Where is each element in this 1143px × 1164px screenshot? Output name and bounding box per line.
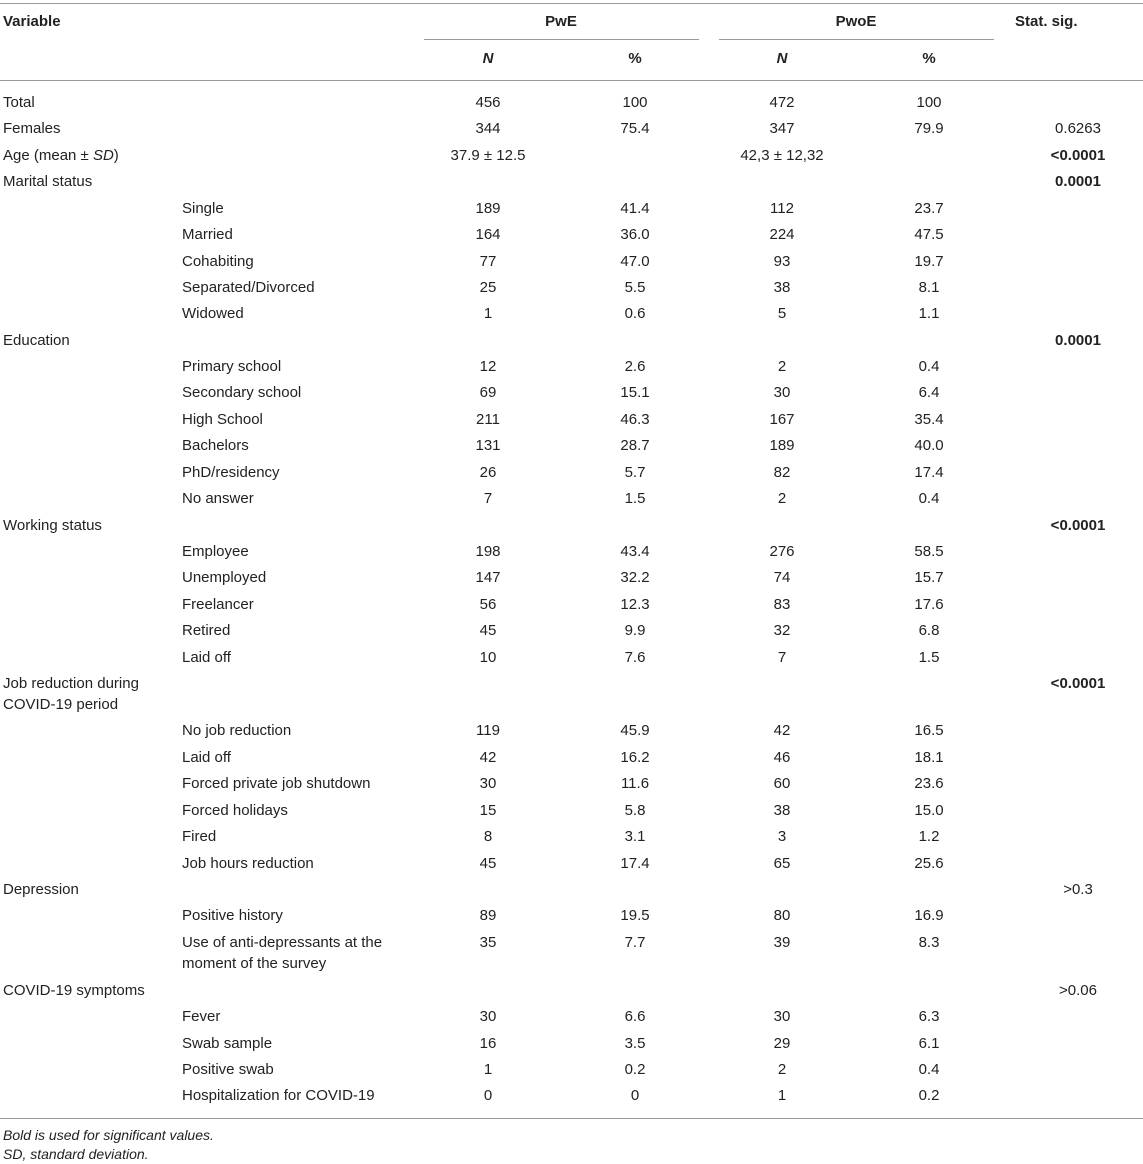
row-label: Job reduction during — [3, 675, 139, 692]
row-sublabel: Swab sample — [182, 1035, 273, 1052]
row-label-part: Age (mean ± — [3, 147, 93, 164]
cell-pwoe-pct: 16.5 — [914, 722, 944, 739]
row-label: Education — [3, 332, 70, 349]
cell-pwe-pct: 45.9 — [620, 722, 650, 739]
cell-pwe-pct: 7.6 — [624, 649, 646, 666]
cell-pwoe-n: 82 — [773, 464, 791, 481]
cell-pwe-n: 12 — [479, 358, 497, 375]
cell-pwoe-n: 7 — [777, 649, 787, 666]
cell-pwoe-pct: 17.4 — [914, 464, 944, 481]
cell-pwe-pct: 75.4 — [620, 120, 650, 137]
cell-pwe-n: 344 — [475, 120, 501, 137]
cell-pwe-pct: 36.0 — [620, 226, 650, 243]
cell-pwoe-n: 276 — [769, 543, 795, 560]
cell-pwe-n: 77 — [479, 253, 497, 270]
cell-pwoe-pct: 1.5 — [918, 649, 940, 666]
cell-pwe-n: 10 — [479, 649, 497, 666]
cell-pwoe-pct: 15.7 — [914, 569, 944, 586]
row-sublabel: Use of anti-depressants at the — [182, 934, 383, 951]
cell-pwe-n: 35 — [479, 934, 497, 951]
row-label-part: ) — [113, 147, 119, 164]
cell-pwoe-pct: 23.7 — [914, 200, 944, 217]
row-sublabel: Married — [182, 226, 233, 243]
cell-pwoe-n: 30 — [773, 384, 791, 401]
cell-pwoe-pct: 17.6 — [914, 596, 944, 613]
header-pwoe-n: N — [776, 50, 788, 67]
row-sublabel: Freelancer — [182, 596, 254, 613]
row-sublabel: Single — [182, 200, 224, 217]
cell-pwe-n: 26 — [479, 464, 497, 481]
cell-pwe-n: 147 — [475, 569, 501, 586]
footnote-sd — [3, 1146, 149, 1162]
row-sublabel: High School — [182, 411, 263, 428]
cell-pwe-n: 30 — [479, 1008, 497, 1025]
cell-pwoe-pct: 15.0 — [914, 802, 944, 819]
row-sublabel: Widowed — [182, 305, 244, 322]
row-sublabel: Laid off — [182, 649, 231, 666]
cell-pwe-pct: 0.2 — [624, 1061, 646, 1078]
cell-pwoe-pct: 100 — [916, 94, 942, 111]
cell-pwoe-n: 224 — [769, 226, 795, 243]
cell-pwoe-n: 112 — [770, 200, 794, 217]
row-sublabel: No answer — [182, 490, 254, 507]
row-sublabel: Fired — [182, 828, 217, 845]
cell-pwoe-pct: 6.8 — [918, 622, 940, 639]
footnote-sd-abbr: SD — [3, 1146, 23, 1162]
cell-pwoe-n: 2 — [777, 358, 787, 375]
cell-pwe-pct: 16.2 — [620, 749, 650, 766]
cell-pwe-n: 42 — [479, 749, 497, 766]
cell-pwoe-pct: 1.2 — [918, 828, 940, 845]
cell-pwoe-pct: 18.1 — [914, 749, 944, 766]
row-label: COVID-19 symptoms — [3, 982, 145, 999]
top-rule — [0, 3, 1143, 4]
cell-pwoe-n: 2 — [777, 490, 787, 507]
cell-pwe-n: 0 — [483, 1087, 493, 1104]
cell-pwoe-pct: 47.5 — [914, 226, 944, 243]
cell-pwoe-pct: 8.3 — [918, 934, 940, 951]
row-sublabel: Primary school — [182, 358, 282, 375]
cell-pwoe-pct: 25.6 — [914, 855, 944, 872]
cell-pwe-pct: 2.6 — [624, 358, 646, 375]
cell-pwe-n: 8 — [483, 828, 493, 845]
row-sublabel: Bachelors — [182, 437, 249, 454]
cell-pwe-pct: 11.6 — [620, 775, 650, 792]
cell-pwe-n: 456 — [475, 94, 501, 111]
cell-pwe-pct: 46.3 — [620, 411, 650, 428]
cell-stat-sig: <0.0001 — [1050, 517, 1106, 534]
header-pwoe-pct: % — [922, 50, 936, 67]
cell-pwoe-pct: 6.4 — [918, 384, 940, 401]
row-sublabel: Laid off — [182, 749, 231, 766]
cell-pwe-n: 198 — [475, 543, 501, 560]
cell-stat-sig: >0.06 — [1059, 982, 1097, 999]
cell-pwe-n: 7 — [483, 490, 493, 507]
row-label-part: SD — [92, 147, 114, 164]
cell-pwoe-n: 83 — [773, 596, 791, 613]
cell-pwoe-pct: 6.1 — [918, 1035, 940, 1052]
pwoe-group-rule — [719, 39, 994, 40]
row-label — [3, 146, 119, 166]
row-sublabel: Forced holidays — [182, 802, 288, 819]
cell-pwoe-mean: 42,3 ± 12,32 — [740, 147, 824, 164]
header-rule — [0, 80, 1143, 81]
cell-pwoe-n: 46 — [773, 749, 791, 766]
cell-pwoe-n: 93 — [773, 253, 791, 270]
cell-stat-sig: >0.3 — [1063, 881, 1093, 898]
cell-pwe-n: 56 — [479, 596, 497, 613]
cell-pwe-pct: 9.9 — [624, 622, 646, 639]
cell-pwoe-n: 42 — [773, 722, 791, 739]
cell-pwe-n: 211 — [476, 411, 500, 428]
cell-pwe-pct: 0.6 — [624, 305, 646, 322]
cell-pwe-pct: 17.4 — [620, 855, 650, 872]
cell-pwoe-n: 80 — [773, 907, 791, 924]
cell-pwoe-n: 60 — [773, 775, 791, 792]
row-sublabel: No job reduction — [182, 722, 292, 739]
cell-pwoe-n: 32 — [773, 622, 791, 639]
row-sublabel: Secondary school — [182, 384, 302, 401]
cell-pwoe-n: 38 — [773, 802, 791, 819]
row-sublabel: Positive swab — [182, 1061, 274, 1078]
cell-pwoe-n: 74 — [773, 569, 791, 586]
cell-pwe-n: 25 — [479, 279, 497, 296]
header-pwe: PwE — [545, 13, 577, 30]
row-sublabel: Job hours reduction — [182, 855, 314, 872]
cell-pwe-n: 189 — [475, 200, 501, 217]
cell-pwe-pct: 32.2 — [620, 569, 650, 586]
row-label: Working status — [3, 517, 102, 534]
cell-pwoe-n: 5 — [777, 305, 787, 322]
cell-pwoe-pct: 23.6 — [914, 775, 944, 792]
cell-pwoe-n: 30 — [773, 1008, 791, 1025]
cell-pwe-pct: 5.5 — [624, 279, 646, 296]
row-label: Marital status — [3, 173, 93, 190]
cell-stat-sig: 0.6263 — [1055, 120, 1101, 137]
row-label: Total — [3, 94, 35, 111]
cell-pwoe-pct: 6.3 — [918, 1008, 940, 1025]
row-sublabel: Unemployed — [182, 569, 267, 586]
cell-pwe-pct: 5.8 — [624, 802, 646, 819]
cell-pwe-pct: 0 — [630, 1087, 640, 1104]
row-sublabel: Separated/Divorced — [182, 279, 315, 296]
cell-pwe-mean: 37.9 ± 12.5 — [450, 147, 526, 164]
cell-pwoe-pct: 35.4 — [914, 411, 944, 428]
cell-pwoe-n: 1 — [777, 1087, 787, 1104]
cell-pwe-n: 119 — [476, 722, 500, 739]
cell-pwe-pct: 47.0 — [620, 253, 650, 270]
cell-pwe-pct: 15.1 — [620, 384, 650, 401]
cell-pwoe-n: 38 — [773, 279, 791, 296]
cell-pwe-pct: 1.5 — [624, 490, 646, 507]
footnote-sd-text: , standard deviation. — [22, 1146, 149, 1162]
cell-pwe-pct: 7.7 — [624, 934, 646, 951]
cell-pwoe-pct: 8.1 — [918, 279, 940, 296]
row-sublabel-cont: moment of the survey — [182, 955, 327, 972]
bottom-rule — [0, 1118, 1143, 1119]
cell-pwe-n: 69 — [479, 384, 497, 401]
cell-pwe-n: 1 — [483, 305, 493, 322]
cell-pwe-n: 1 — [483, 1061, 493, 1078]
footnote-bold: Bold is used for significant values. — [3, 1127, 214, 1143]
row-sublabel: Forced private job shutdown — [182, 775, 371, 792]
header-pwe-n: N — [482, 50, 494, 67]
cell-pwoe-pct: 0.4 — [918, 358, 940, 375]
cell-pwe-pct: 6.6 — [624, 1008, 646, 1025]
cell-pwe-n: 15 — [479, 802, 497, 819]
cell-pwoe-pct: 19.7 — [914, 253, 944, 270]
row-sublabel: Employee — [182, 543, 249, 560]
header-pwe-pct: % — [628, 50, 642, 67]
cell-pwoe-n: 39 — [773, 934, 791, 951]
row-label: Females — [3, 120, 61, 137]
row-label: Depression — [3, 881, 79, 898]
row-sublabel: Fever — [182, 1008, 221, 1025]
cell-stat-sig: 0.0001 — [1055, 332, 1101, 349]
cell-pwoe-n: 472 — [769, 94, 795, 111]
cell-pwoe-pct: 58.5 — [914, 543, 944, 560]
cell-pwe-n: 89 — [479, 907, 497, 924]
header-variable: Variable — [3, 13, 61, 30]
cell-pwoe-pct: 0.2 — [918, 1087, 940, 1104]
cell-pwe-pct: 5.7 — [624, 464, 646, 481]
row-sublabel: Retired — [182, 622, 231, 639]
cell-pwoe-pct: 16.9 — [914, 907, 944, 924]
cell-pwe-n: 30 — [479, 775, 497, 792]
cell-pwoe-n: 3 — [777, 828, 787, 845]
cell-stat-sig: <0.0001 — [1050, 147, 1106, 164]
cell-pwe-pct: 41.4 — [620, 200, 650, 217]
cell-pwe-n: 16 — [479, 1035, 497, 1052]
cell-pwoe-n: 2 — [777, 1061, 787, 1078]
cell-pwe-pct: 28.7 — [620, 437, 650, 454]
cell-pwe-pct: 43.4 — [620, 543, 650, 560]
cell-pwoe-pct: 40.0 — [914, 437, 944, 454]
cell-pwe-n: 131 — [475, 437, 501, 454]
cell-pwoe-n: 65 — [773, 855, 791, 872]
cell-pwe-pct: 19.5 — [620, 907, 650, 924]
row-sublabel: Cohabiting — [182, 253, 254, 270]
cell-pwe-n: 45 — [479, 622, 497, 639]
cell-stat-sig: <0.0001 — [1050, 675, 1106, 692]
row-label-cont: COVID-19 period — [3, 696, 119, 713]
header-stat-sig: Stat. sig. — [1015, 13, 1078, 30]
pwe-group-rule — [424, 39, 699, 40]
cell-pwoe-pct: 0.4 — [918, 1061, 940, 1078]
cell-pwoe-n: 29 — [773, 1035, 791, 1052]
row-sublabel: Positive history — [182, 907, 283, 924]
cell-pwe-pct: 3.1 — [624, 828, 646, 845]
cell-pwe-pct: 100 — [622, 94, 648, 111]
cell-pwe-n: 164 — [475, 226, 501, 243]
cell-pwe-n: 45 — [479, 855, 497, 872]
cell-pwoe-n: 347 — [769, 120, 795, 137]
header-pwoe: PwoE — [835, 13, 877, 30]
cell-stat-sig: 0.0001 — [1055, 173, 1101, 190]
cell-pwe-pct: 12.3 — [620, 596, 650, 613]
cell-pwoe-pct: 0.4 — [918, 490, 940, 507]
cell-pwoe-pct: 1.1 — [918, 305, 940, 322]
cell-pwe-pct: 3.5 — [624, 1035, 646, 1052]
row-sublabel: Hospitalization for COVID-19 — [182, 1087, 375, 1104]
cell-pwoe-n: 189 — [769, 437, 795, 454]
cell-pwoe-pct: 79.9 — [914, 120, 944, 137]
cell-pwoe-n: 167 — [769, 411, 795, 428]
row-sublabel: PhD/residency — [182, 464, 280, 481]
